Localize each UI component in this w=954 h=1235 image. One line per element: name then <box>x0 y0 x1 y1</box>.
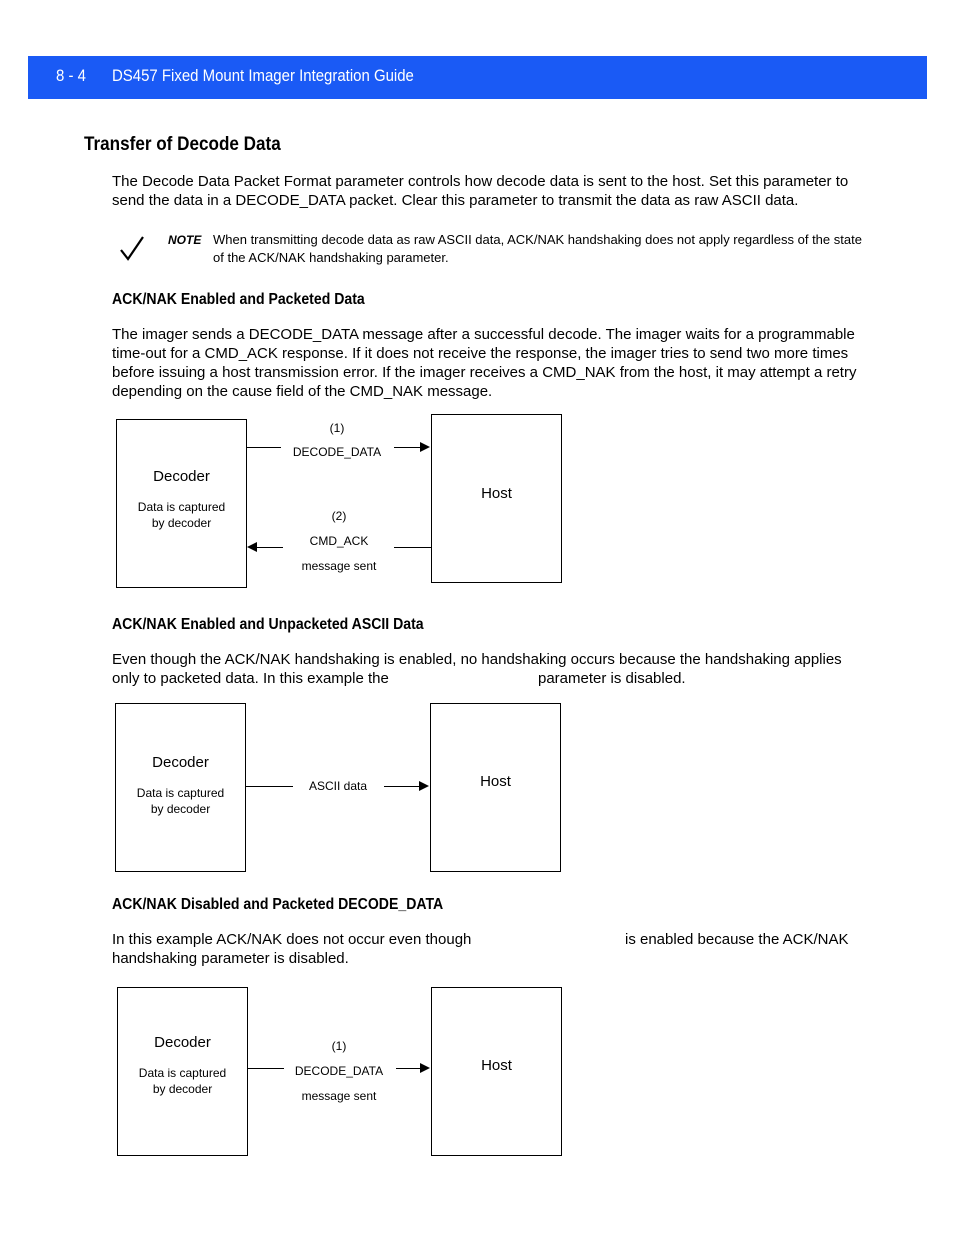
host-box <box>431 987 562 1156</box>
decoder-subtitle-line-2: by decoder <box>152 1082 213 1096</box>
decoder-title: Decoder <box>152 754 209 771</box>
page-number: 8 - 4 <box>56 66 86 85</box>
subsection-heading-disabled: ACK/NAK Disabled and Packeted DECODE_DATA <box>112 896 444 913</box>
arrow-left-icon <box>247 542 257 552</box>
message-number: (1) <box>331 1039 347 1053</box>
subsection-body-unpacketed-part-2: parameter is disabled. <box>538 670 686 687</box>
decoder-title: Decoder <box>153 468 210 485</box>
host-box <box>431 414 562 583</box>
message-1-number: (1) <box>329 421 345 435</box>
host-title: Host <box>481 485 512 502</box>
section-intro: The Decode Data Packet Format parameter controls how decode data is sent to the host. Set this parameter to send the data in a DECODE_DATA packet. Clear this parameter to transmit the data as raw ASCII data. <box>112 173 849 209</box>
subsection-body-disabled-part-1: In this example ACK/NAK does not occur even though <box>112 931 472 948</box>
guide-title: DS457 Fixed Mount Imager Integration Guide <box>112 66 414 85</box>
decoder-box <box>116 419 247 588</box>
subsection-heading-unpacketed: ACK/NAK Enabled and Unpacketed ASCII Data <box>112 616 424 633</box>
subsection-body-disabled-part-2: is enabled because the ACK/NAK <box>625 931 849 948</box>
arrow-tail <box>247 1068 284 1069</box>
decoder-subtitle-line-1: Data is captured <box>136 786 225 800</box>
decoder-subtitle-line-2: by decoder <box>151 516 212 530</box>
message-label: DECODE_DATA <box>294 1064 384 1078</box>
arrow-shaft <box>384 786 420 787</box>
arrow-2-tail <box>394 547 431 548</box>
message-label: ASCII data <box>308 779 368 793</box>
note-text: When transmitting decode data as raw ASCII data, ACK/NAK handshaking does not apply regardless of the state of the ACK/NAK handshaking parameter. <box>213 232 862 265</box>
decoder-subtitle-line-2: by decoder <box>150 802 211 816</box>
message-2-note: message sent <box>301 559 377 573</box>
arrow-1-tail <box>246 447 281 448</box>
checkmark-icon <box>118 234 146 264</box>
host-title: Host <box>481 1057 512 1074</box>
arrow-right-icon <box>420 1063 430 1073</box>
decoder-box <box>117 987 248 1156</box>
message-2-number: (2) <box>331 509 347 523</box>
host-box <box>430 703 561 872</box>
arrow-2-shaft <box>257 547 283 548</box>
decoder-subtitle-line-1: Data is captured <box>138 1066 227 1080</box>
subsection-heading-packeted: ACK/NAK Enabled and Packeted Data <box>112 291 365 308</box>
subsection-body-disabled-part-3: handshaking parameter is disabled. <box>112 950 349 967</box>
section-title: Transfer of Decode Data <box>84 134 281 155</box>
arrow-right-icon <box>420 442 430 452</box>
arrow-tail <box>245 786 293 787</box>
page-header-bar <box>28 56 927 99</box>
message-1-label: DECODE_DATA <box>292 445 382 459</box>
message-note: message sent <box>301 1089 377 1103</box>
subsection-body-unpacketed-part-1: Even though the ACK/NAK handshaking is enabled, no handshaking occurs because the handshaking applies only to packeted data. In this example the <box>112 651 842 687</box>
message-2-label: CMD_ACK <box>309 534 369 548</box>
arrow-1-shaft <box>394 447 421 448</box>
host-title: Host <box>480 773 511 790</box>
decoder-title: Decoder <box>154 1034 211 1051</box>
arrow-shaft <box>396 1068 421 1069</box>
arrow-right-icon <box>419 781 429 791</box>
note-label: NOTE <box>168 233 202 247</box>
subsection-body-packeted: The imager sends a DECODE_DATA message after a successful decode. The imager waits for a programmable time-out for a CMD_ACK response. If it does not receive the response, the imager tries to send two more times before issuing a host transmission error. If the imager receives a CMD_NAK from the host, it may attempt a retry depending on the cause field of the CMD_NAK message. <box>112 326 857 400</box>
decoder-box <box>115 703 246 872</box>
decoder-subtitle-line-1: Data is captured <box>137 500 226 514</box>
